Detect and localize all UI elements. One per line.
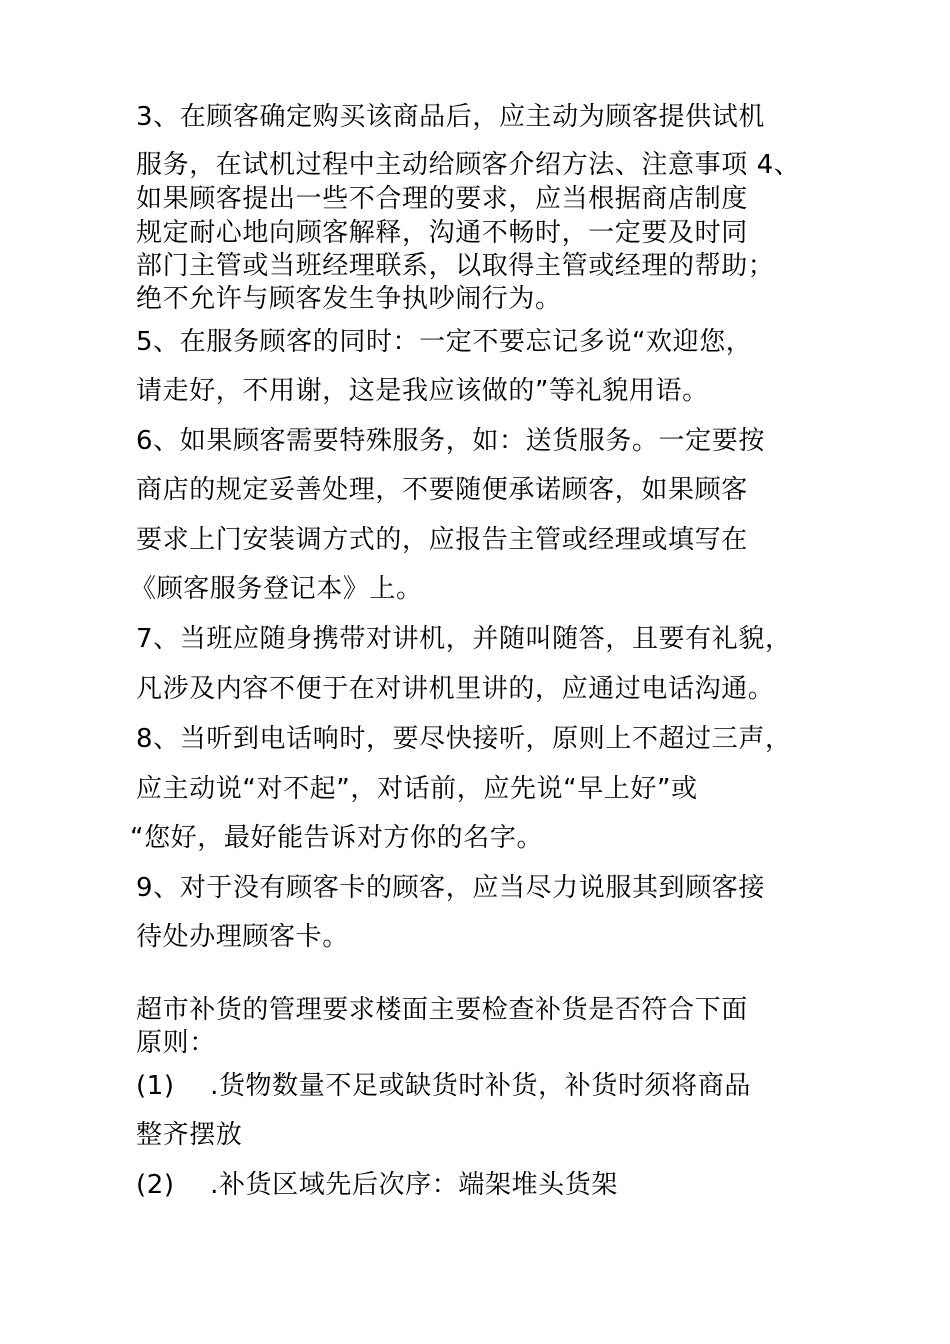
text-line: 9、对于没有顾客卡的顾客，应当尽力说服其到顾客接	[136, 873, 765, 903]
text-line: 规定耐心地向顾客解释，沟通不畅时，一定要及时同	[136, 218, 748, 248]
text-line: 原则：	[136, 1028, 216, 1058]
text-line: 超市补货的管理要求楼面主要检查补货是否符合下面	[136, 995, 748, 1025]
text-line: 绝不允许与顾客发生争执吵闹行为。	[136, 284, 562, 314]
text-line: 3、在顾客确定购买该商品后，应主动为顾客提供试机	[136, 102, 765, 132]
text-line: 待处办理顾客卡。	[136, 922, 349, 952]
text-line: 8、当听到电话响时，要尽快接听，原则上不超过三声，	[136, 724, 792, 754]
text-line: 如果顾客提出一些不合理的要求，应当根据商店制度	[136, 184, 748, 214]
text-line: 整齐摆放	[136, 1120, 243, 1150]
text-line: 商店的规定妥善处理，不要随便承诺顾客，如果顾客	[136, 475, 748, 505]
text-line: (1) .货物数量不足或缺货时补货，补货时须将商品	[136, 1071, 751, 1101]
text-line: 服务，在试机过程中主动给顾客介绍方法、注意事项 4、	[136, 150, 801, 180]
text-line: 凡涉及内容不便于在对讲机里讲的，应通过电话沟通。	[136, 674, 775, 704]
text-line: “您好，最好能告诉对方你的名字。	[130, 823, 544, 853]
text-line: 5、在服务顾客的同时：一定不要忘记多说“欢迎您，	[136, 327, 753, 357]
text-line: 应主动说“对不起”，对话前，应先说“早上好”或	[136, 774, 698, 804]
text-line: 7、当班应随身携带对讲机，并随叫随答，且要有礼貌，	[136, 624, 792, 654]
text-line: 6、如果顾客需要特殊服务，如：送货服务。一定要按	[136, 426, 765, 456]
text-line: 请走好，不用谢，这是我应该做的”等礼貌用语。	[136, 376, 709, 406]
text-line: 部门主管或当班经理联系，以取得主管或经理的帮助；	[136, 251, 775, 281]
text-line: 要求上门安装调方式的，应报告主管或经理或填写在	[136, 525, 748, 555]
text-line: 《顾客服务登记本》上。	[130, 574, 423, 604]
text-line: (2) .补货区域先后次序：端架堆头货架	[136, 1170, 618, 1200]
